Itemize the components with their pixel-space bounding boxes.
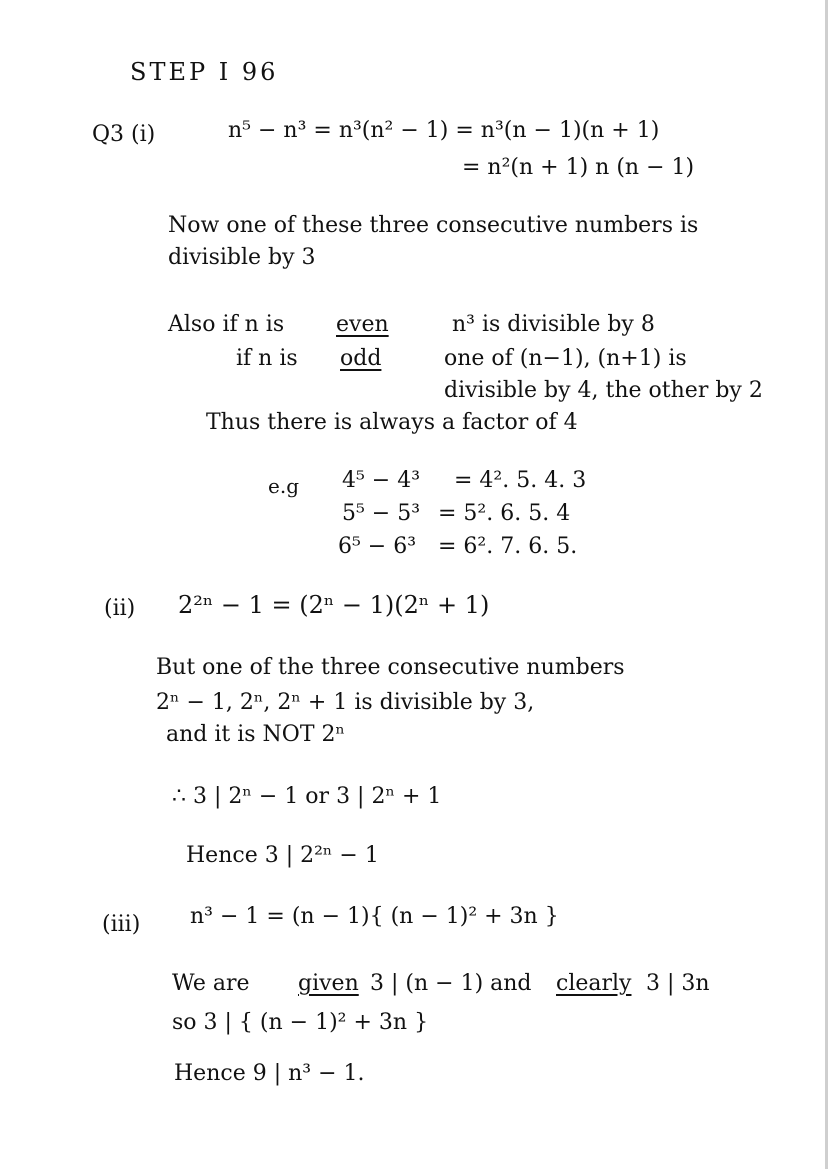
part-iii-three-n: 3 | 3n [646,971,710,996]
also-even-prefix: Also if n is [168,312,285,337]
example-2-rhs: = 5². 6. 5. 4 [438,501,571,526]
part-i-text-line-2: divisible by 3 [168,245,316,270]
part-i-equation-line-1: n⁵ − n³ = n³(n² − 1) = n³(n − 1)(n + 1) [228,118,660,143]
part-ii-hence: Hence 3 | 2²ⁿ − 1 [186,843,379,868]
part-ii-equation: 2²ⁿ − 1 = (2ⁿ − 1)(2ⁿ + 1) [178,591,490,619]
part-iii-hence: Hence 9 | n³ − 1. [174,1061,365,1086]
even-word: even [336,312,389,337]
part-i-equation-line-2: = n²(n + 1) n (n − 1) [462,155,695,180]
part-iii-equation: n³ − 1 = (n − 1){ (n − 1)² + 3n } [190,904,559,929]
example-2-lhs: 5⁵ − 5³ [342,501,421,526]
odd-prefix: if n is [236,346,298,371]
odd-result-line-1: one of (n−1), (n+1) is [444,346,687,371]
example-3-rhs: = 6². 7. 6. 5. [438,534,578,559]
thus-factor-line: Thus there is always a factor of 4 [206,410,578,435]
part-ii-text-line-1: But one of the three consecutive numbers [156,655,625,680]
odd-word: odd [340,346,382,371]
example-1-rhs: = 4². 5. 4. 3 [454,468,587,493]
part-iii-given-condition: 3 | (n − 1) and [370,971,532,996]
part-ii-therefore: ∴ 3 | 2ⁿ − 1 or 3 | 2ⁿ + 1 [172,784,442,809]
part-ii-text-line-2: 2ⁿ − 1, 2ⁿ, 2ⁿ + 1 is divisible by 3, [156,690,535,715]
even-result: n³ is divisible by 8 [452,312,655,337]
clearly-word: clearly [556,971,632,996]
part-iii-label: (iii) [102,912,141,937]
given-word: given [298,971,359,996]
example-label: e.g [268,474,299,498]
part-iii-so-line: so 3 | { (n − 1)² + 3n } [172,1010,429,1035]
part-iii-we-are: We are [172,971,250,996]
question-label: Q3 (i) [92,122,156,147]
part-ii-text-line-3: and it is NOT 2ⁿ [166,722,346,747]
part-ii-label: (ii) [104,596,136,621]
odd-result-line-2: divisible by 4, the other by 2 [444,378,763,403]
example-3-lhs: 6⁵ − 6³ [338,534,417,559]
page-title: STEP I 96 [130,58,279,86]
example-1-lhs: 4⁵ − 4³ [342,468,421,493]
part-i-text-line-1: Now one of these three consecutive numbers is [168,213,699,238]
